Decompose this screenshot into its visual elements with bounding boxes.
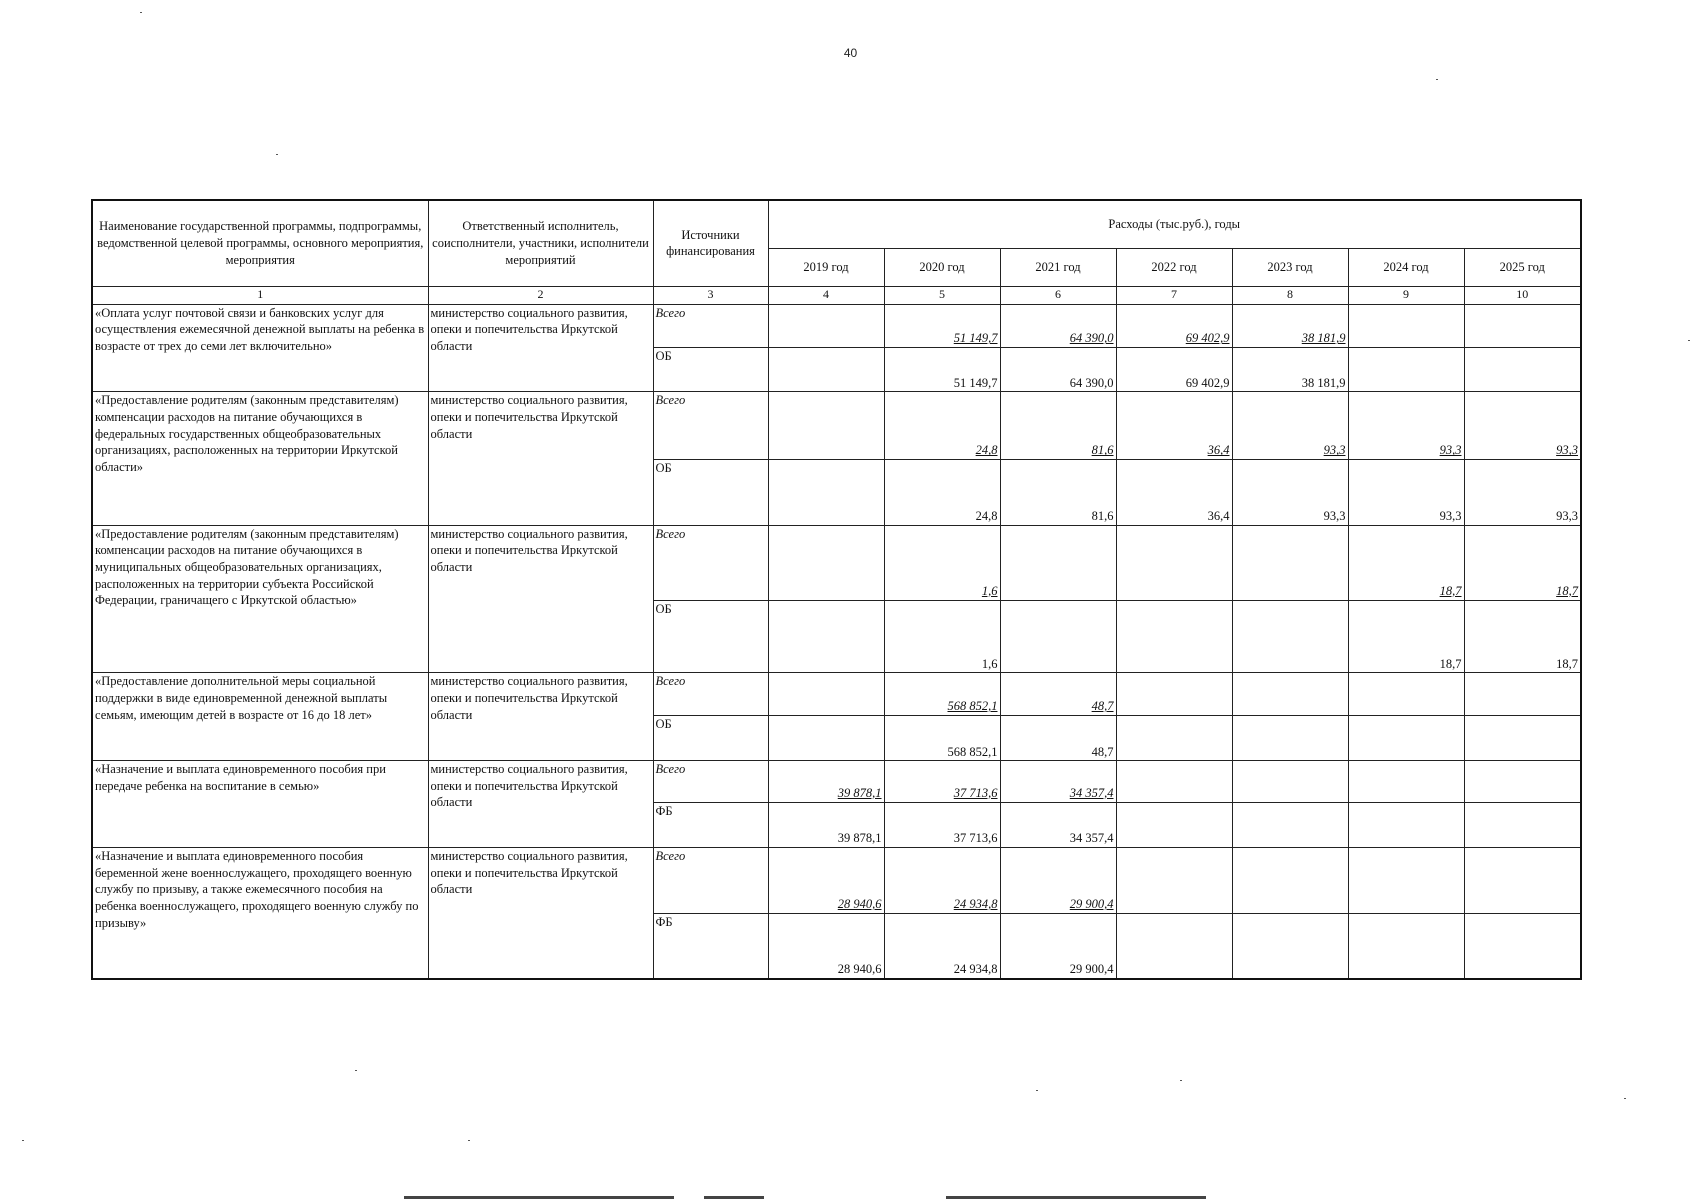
funding-source-budget: ОБ	[653, 347, 768, 391]
column-number: 4	[768, 286, 884, 304]
header-year: 2020 год	[884, 248, 1000, 286]
expense-budget-value	[1232, 913, 1348, 979]
expense-total-value	[1348, 673, 1464, 715]
program-name: «Оплата услуг почтовой связи и банковских услуг для осуществления ежемесячной денежной выплаты на ребенка в возрасте от трех до семи лет включительно»	[92, 304, 428, 392]
funding-source-total: Всего	[653, 304, 768, 347]
expense-total-value	[1116, 673, 1232, 715]
expense-budget-value	[1232, 600, 1348, 673]
expense-budget-value: 51 149,7	[884, 347, 1000, 391]
expense-budget-value	[768, 460, 884, 526]
expense-total-value: 81,6	[1000, 392, 1116, 460]
expense-budget-value	[1000, 600, 1116, 673]
scan-edge-mark	[946, 1196, 1206, 1199]
expense-total-value: 93,3	[1464, 392, 1581, 460]
expense-total-value	[1464, 848, 1581, 914]
header-row-top	[92, 200, 1581, 248]
expense-budget-value: 48,7	[1000, 715, 1116, 760]
header-year: 2025 год	[1464, 248, 1581, 286]
expense-total-value: 93,3	[1348, 392, 1464, 460]
scan-edge-mark	[704, 1196, 764, 1199]
expense-budget-value: 38 181,9	[1232, 347, 1348, 391]
header-year: 2023 год	[1232, 248, 1348, 286]
expense-total-value: 48,7	[1000, 673, 1116, 715]
funding-source-total: Всего	[653, 761, 768, 802]
expense-budget-value	[1348, 802, 1464, 847]
expense-budget-value	[1348, 913, 1464, 979]
expense-budget-value: 18,7	[1464, 600, 1581, 673]
program-name: «Назначение и выплата единовременного пособия при передаче ребенка на воспитание в семью»	[92, 761, 428, 848]
expense-budget-value	[768, 347, 884, 391]
table-row	[92, 848, 1581, 914]
expense-total-value: 39 878,1	[768, 761, 884, 802]
expense-total-value: 69 402,9	[1116, 304, 1232, 347]
expense-total-value: 29 900,4	[1000, 848, 1116, 914]
funding-source-total: Всего	[653, 848, 768, 914]
expense-total-value	[768, 525, 884, 600]
expense-total-value	[768, 392, 884, 460]
expense-budget-value: 81,6	[1000, 460, 1116, 526]
header-executor: Ответственный исполнитель, соисполнители, участники, исполнители мероприятий	[428, 200, 653, 286]
program-name: «Предоставление дополнительной меры социальной поддержки в виде единовременной денежной выплаты семьям, имеющим детей в возрасте от 16 до 18 лет»	[92, 673, 428, 761]
expense-budget-value: 93,3	[1348, 460, 1464, 526]
responsible-executor: министерство социального развития, опеки и попечительства Иркутской области	[428, 304, 653, 392]
expense-budget-value: 93,3	[1464, 460, 1581, 526]
funding-source-budget: ОБ	[653, 715, 768, 760]
program-name: «Предоставление родителям (законным представителям) компенсации расходов на питание обучающихся в муниципальных общеобразовательных организациях, расположенных на территории субъекта Российской Федерации, граничащего с Иркутской областью»	[92, 525, 428, 673]
expense-budget-value: 93,3	[1232, 460, 1348, 526]
expense-total-value: 38 181,9	[1232, 304, 1348, 347]
scan-edge-mark	[404, 1196, 674, 1199]
expense-total-value	[1232, 673, 1348, 715]
funding-source-total: Всего	[653, 673, 768, 715]
header-year: 2019 год	[768, 248, 884, 286]
expense-budget-value: 1,6	[884, 600, 1000, 673]
expense-budget-value	[768, 600, 884, 673]
expense-total-value	[1116, 848, 1232, 914]
expense-total-value: 28 940,6	[768, 848, 884, 914]
expense-total-value: 1,6	[884, 525, 1000, 600]
expense-total-value: 36,4	[1116, 392, 1232, 460]
expense-budget-value	[1116, 600, 1232, 673]
column-number: 7	[1116, 286, 1232, 304]
funding-source-total: Всего	[653, 525, 768, 600]
header-year: 2024 год	[1348, 248, 1464, 286]
expense-budget-value: 64 390,0	[1000, 347, 1116, 391]
expense-budget-value: 28 940,6	[768, 913, 884, 979]
page-number: 40	[843, 46, 858, 60]
responsible-executor: министерство социального развития, опеки и попечительства Иркутской области	[428, 673, 653, 761]
expense-total-value: 24 934,8	[884, 848, 1000, 914]
header-year: 2022 год	[1116, 248, 1232, 286]
expense-total-value	[1116, 525, 1232, 600]
funding-source-budget: ОБ	[653, 460, 768, 526]
expense-total-value: 568 852,1	[884, 673, 1000, 715]
program-name: «Предоставление родителям (законным представителям) компенсации расходов на питание обучающихся в федеральных государственных общеобразовательных организациях, расположенных на территории Иркутской области»	[92, 392, 428, 525]
expense-total-value: 18,7	[1464, 525, 1581, 600]
funding-source-budget: ОБ	[653, 600, 768, 673]
expense-budget-value	[1116, 913, 1232, 979]
funding-source-budget: ФБ	[653, 802, 768, 847]
expense-budget-value	[1232, 715, 1348, 760]
expense-total-value	[768, 673, 884, 715]
expense-total-value	[1348, 848, 1464, 914]
expense-budget-value: 39 878,1	[768, 802, 884, 847]
expense-budget-value	[1464, 347, 1581, 391]
column-number: 10	[1464, 286, 1581, 304]
expense-budget-value: 24 934,8	[884, 913, 1000, 979]
expense-budget-value	[768, 715, 884, 760]
table-row	[92, 525, 1581, 600]
responsible-executor: министерство социального развития, опеки и попечительства Иркутской области	[428, 761, 653, 848]
expense-budget-value	[1348, 715, 1464, 760]
expense-budget-value	[1116, 802, 1232, 847]
expense-total-value	[1348, 304, 1464, 347]
expense-budget-value: 37 713,6	[884, 802, 1000, 847]
expense-budget-value	[1116, 715, 1232, 760]
expense-budget-value: 69 402,9	[1116, 347, 1232, 391]
header-source: Источники финансирования	[653, 200, 768, 286]
header-year: 2021 год	[1000, 248, 1116, 286]
column-number: 5	[884, 286, 1000, 304]
expense-total-value: 18,7	[1348, 525, 1464, 600]
expense-total-value	[1000, 525, 1116, 600]
table-row	[92, 304, 1581, 347]
expense-budget-value	[1464, 802, 1581, 847]
funding-source-budget: ФБ	[653, 913, 768, 979]
expense-budget-value: 18,7	[1348, 600, 1464, 673]
expense-budget-value	[1464, 715, 1581, 760]
expense-budget-value	[1232, 802, 1348, 847]
expense-budget-value: 34 357,4	[1000, 802, 1116, 847]
funding-source-total: Всего	[653, 392, 768, 460]
expense-total-value: 93,3	[1232, 392, 1348, 460]
column-number: 2	[428, 286, 653, 304]
responsible-executor: министерство социального развития, опеки и попечительства Иркутской области	[428, 392, 653, 525]
expenses-table	[91, 199, 1582, 980]
expense-budget-value: 29 900,4	[1000, 913, 1116, 979]
expense-total-value: 34 357,4	[1000, 761, 1116, 802]
column-number: 8	[1232, 286, 1348, 304]
expense-budget-value: 36,4	[1116, 460, 1232, 526]
column-number: 9	[1348, 286, 1464, 304]
expense-budget-value: 568 852,1	[884, 715, 1000, 760]
column-number: 3	[653, 286, 768, 304]
column-number: 1	[92, 286, 428, 304]
expense-total-value: 24,8	[884, 392, 1000, 460]
expense-total-value	[1116, 761, 1232, 802]
expense-total-value	[1464, 304, 1581, 347]
expense-total-value	[1464, 673, 1581, 715]
expense-total-value: 51 149,7	[884, 304, 1000, 347]
expense-total-value	[1348, 761, 1464, 802]
header-program: Наименование государственной программы, подпрограммы, ведомственной целевой программы, основного мероприятия, мероприятия	[92, 200, 428, 286]
table-body	[92, 304, 1581, 979]
expense-total-value	[1464, 761, 1581, 802]
table-row	[92, 761, 1581, 802]
table-row	[92, 673, 1581, 715]
expense-budget-value	[1348, 347, 1464, 391]
responsible-executor: министерство социального развития, опеки и попечительства Иркутской области	[428, 525, 653, 673]
column-number-row	[92, 286, 1581, 304]
program-name: «Назначение и выплата единовременного пособия беременной жене военнослужащего, проходящего военную службу по призыву, а также ежемесячного пособия на ребенка военнослужащего, проходящего военную службу по призыву»	[92, 848, 428, 979]
expense-total-value: 37 713,6	[884, 761, 1000, 802]
expense-total-value	[1232, 848, 1348, 914]
expense-total-value	[768, 304, 884, 347]
expense-total-value: 64 390,0	[1000, 304, 1116, 347]
responsible-executor: министерство социального развития, опеки и попечительства Иркутской области	[428, 848, 653, 979]
column-number: 6	[1000, 286, 1116, 304]
expense-total-value	[1232, 761, 1348, 802]
header-expenses: Расходы (тыс.руб.), годы	[768, 200, 1581, 248]
table-row	[92, 392, 1581, 460]
expense-budget-value	[1464, 913, 1581, 979]
expense-total-value	[1232, 525, 1348, 600]
expense-budget-value: 24,8	[884, 460, 1000, 526]
